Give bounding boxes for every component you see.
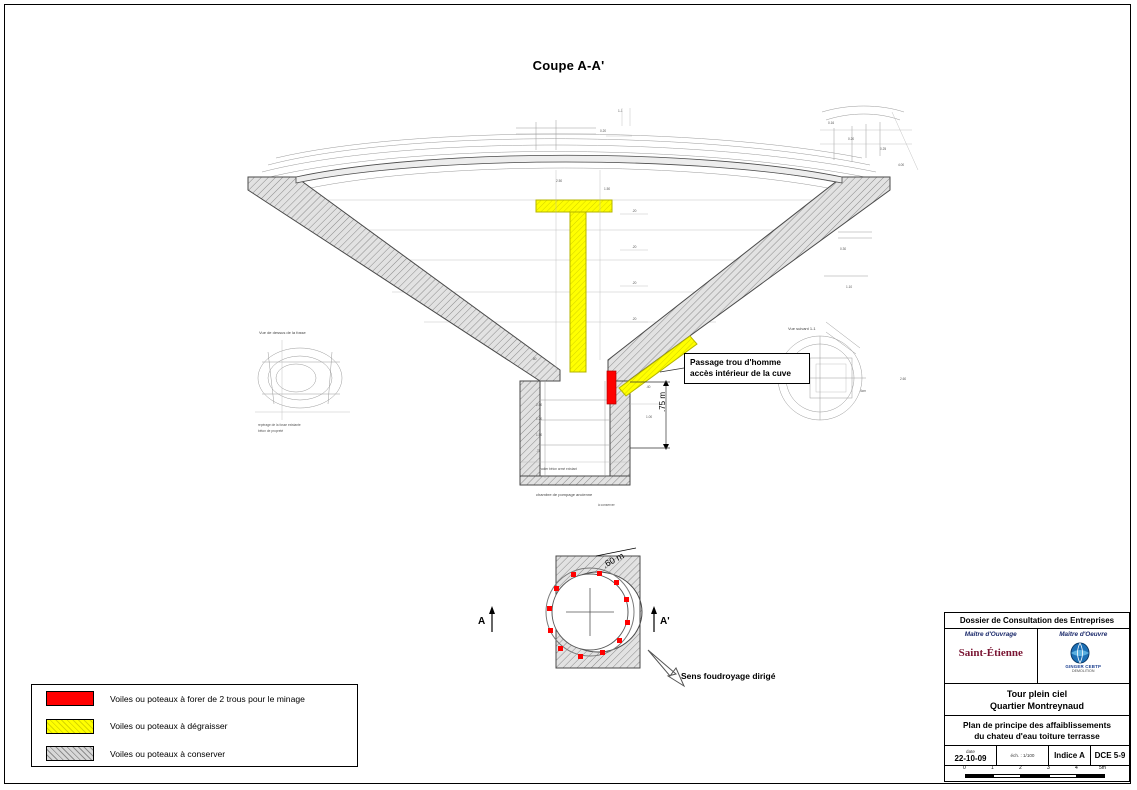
svg-text:2.50: 2.50 [536,403,543,407]
scale-tick-2: 2 [1019,765,1022,771]
legend-label-yellow: Voiles ou poteaux à dégraisser [110,721,228,732]
svg-text:.20: .20 [632,317,637,321]
drawing-description [945,716,1129,746]
svg-text:.20: .20 [632,281,637,285]
svg-text:.80: .80 [532,357,537,361]
scale-tick-0: 0 [963,765,966,771]
legend-item-red [32,685,357,713]
manhole-callout: Passage trou d'homme accès intérieur de la cuve [684,353,810,384]
project-name [945,684,1129,716]
svg-text:1.10: 1.10 [846,285,853,289]
owner-name: Saint-Étienne [958,647,1023,659]
date-value: 22-10-09 [954,753,987,763]
date-label: date [966,748,975,754]
globe-icon [1065,642,1095,664]
title-block [944,612,1130,782]
legend-item-yellow [32,713,357,741]
svg-text:.20: .20 [632,209,637,213]
project-line-2: Quartier Montreynaud [989,700,1084,711]
owner-cell [945,629,1038,683]
svg-text:1.20: 1.20 [536,417,543,421]
legend-swatch-red [46,691,94,706]
left-plan-detail [255,330,350,433]
section-marker-a: A [478,616,486,627]
svg-text:2.50: 2.50 [556,179,563,183]
index-value: Indice A [1054,751,1085,760]
bottom-plan-view [489,548,684,686]
svg-text:1.50: 1.50 [536,433,543,437]
scale-tick-4: 4 [1075,765,1078,771]
sheet-number-cell [1091,746,1129,765]
svg-text:0.16: 0.16 [828,121,835,125]
description-line-1: Plan de principe des affaiblissements [962,719,1111,730]
collapse-direction-text: Sens foudroyage dirigé [681,671,776,681]
engineer-sub: DEMOLITION [1072,669,1095,673]
centre-top-detail [516,108,632,150]
date-cell [945,746,997,765]
legend [31,684,358,767]
svg-text:chambre de pompage ancienne: chambre de pompage ancienne [536,492,593,497]
svg-text:repérage de la fosse existante: repérage de la fosse existante [258,423,301,427]
svg-text:.75: .75 [536,449,541,453]
legend-item-grey [32,740,357,768]
info-row [945,746,1129,766]
svg-text:1.50: 1.50 [604,187,611,191]
svg-text:.20: .20 [632,245,637,249]
scale-bar-row [945,766,1129,781]
scale-tick-5: 5m [1099,765,1106,771]
blast-elements [607,371,616,404]
scale-cell [997,746,1049,765]
scale-bar [965,774,1105,778]
engineer-name: GINGER CEBTP [1065,664,1102,669]
section-marker-a-prime: A' [660,616,670,627]
engineer-logo [1065,642,1101,673]
legend-label-red: Voiles ou poteaux à forer de 2 trous pour le minage [110,693,305,704]
scale-tick-3: 3 [1047,765,1050,771]
svg-text:1-1: 1-1 [618,109,623,113]
collapse-direction-label [681,671,775,682]
svg-text:Vue suivant 1-1: Vue suivant 1-1 [788,326,816,331]
legend-swatch-yellow [46,719,94,734]
svg-text:béton de propreté: béton de propreté [258,429,284,433]
owner-label: Maître d'Ouvrage [964,631,1017,638]
scale-tick-1: 1 [991,765,994,771]
description-line-2: du chateu d'eau toiture terrasse [974,730,1100,741]
svg-text:1.00: 1.00 [646,415,653,419]
height-dimension-label: .75 m [658,391,667,412]
svg-text:0.30: 0.30 [840,247,847,251]
project-line-1: Tour plein ciel [1006,688,1068,699]
svg-text:2.60: 2.60 [900,377,907,381]
svg-text:.40: .40 [646,385,651,389]
owner-logo [959,647,1023,659]
scale-label: éch. : 1/100 [1010,753,1035,758]
legend-label-grey: Voiles ou poteaux à conserver [110,748,226,759]
svg-text:0.25: 0.25 [880,147,887,151]
legend-swatch-grey [46,746,94,761]
engineer-cell [1038,629,1130,683]
sheet-number: DCE 5-9 [1094,751,1126,760]
svg-text:0.20: 0.20 [600,129,607,133]
engineer-label: Maître d'Oeuvre [1059,631,1108,638]
svg-text:radier béton armé existant: radier béton armé existant [540,467,578,471]
svg-text:Vue de dessus de la fosse: Vue de dessus de la fosse [259,330,306,335]
svg-text:à conserver: à conserver [598,503,615,507]
svg-text:4cm: 4cm [860,389,867,393]
dce-header: Dossier de Consultation des Entreprises [945,613,1129,629]
svg-text:4.00: 4.00 [898,163,905,167]
page-title: Coupe A-A' [532,58,605,73]
index-cell [1049,746,1091,765]
svg-text:0.20: 0.20 [848,137,855,141]
diameter-dimension-label: .60 m [601,550,626,570]
logos-row [945,629,1129,684]
